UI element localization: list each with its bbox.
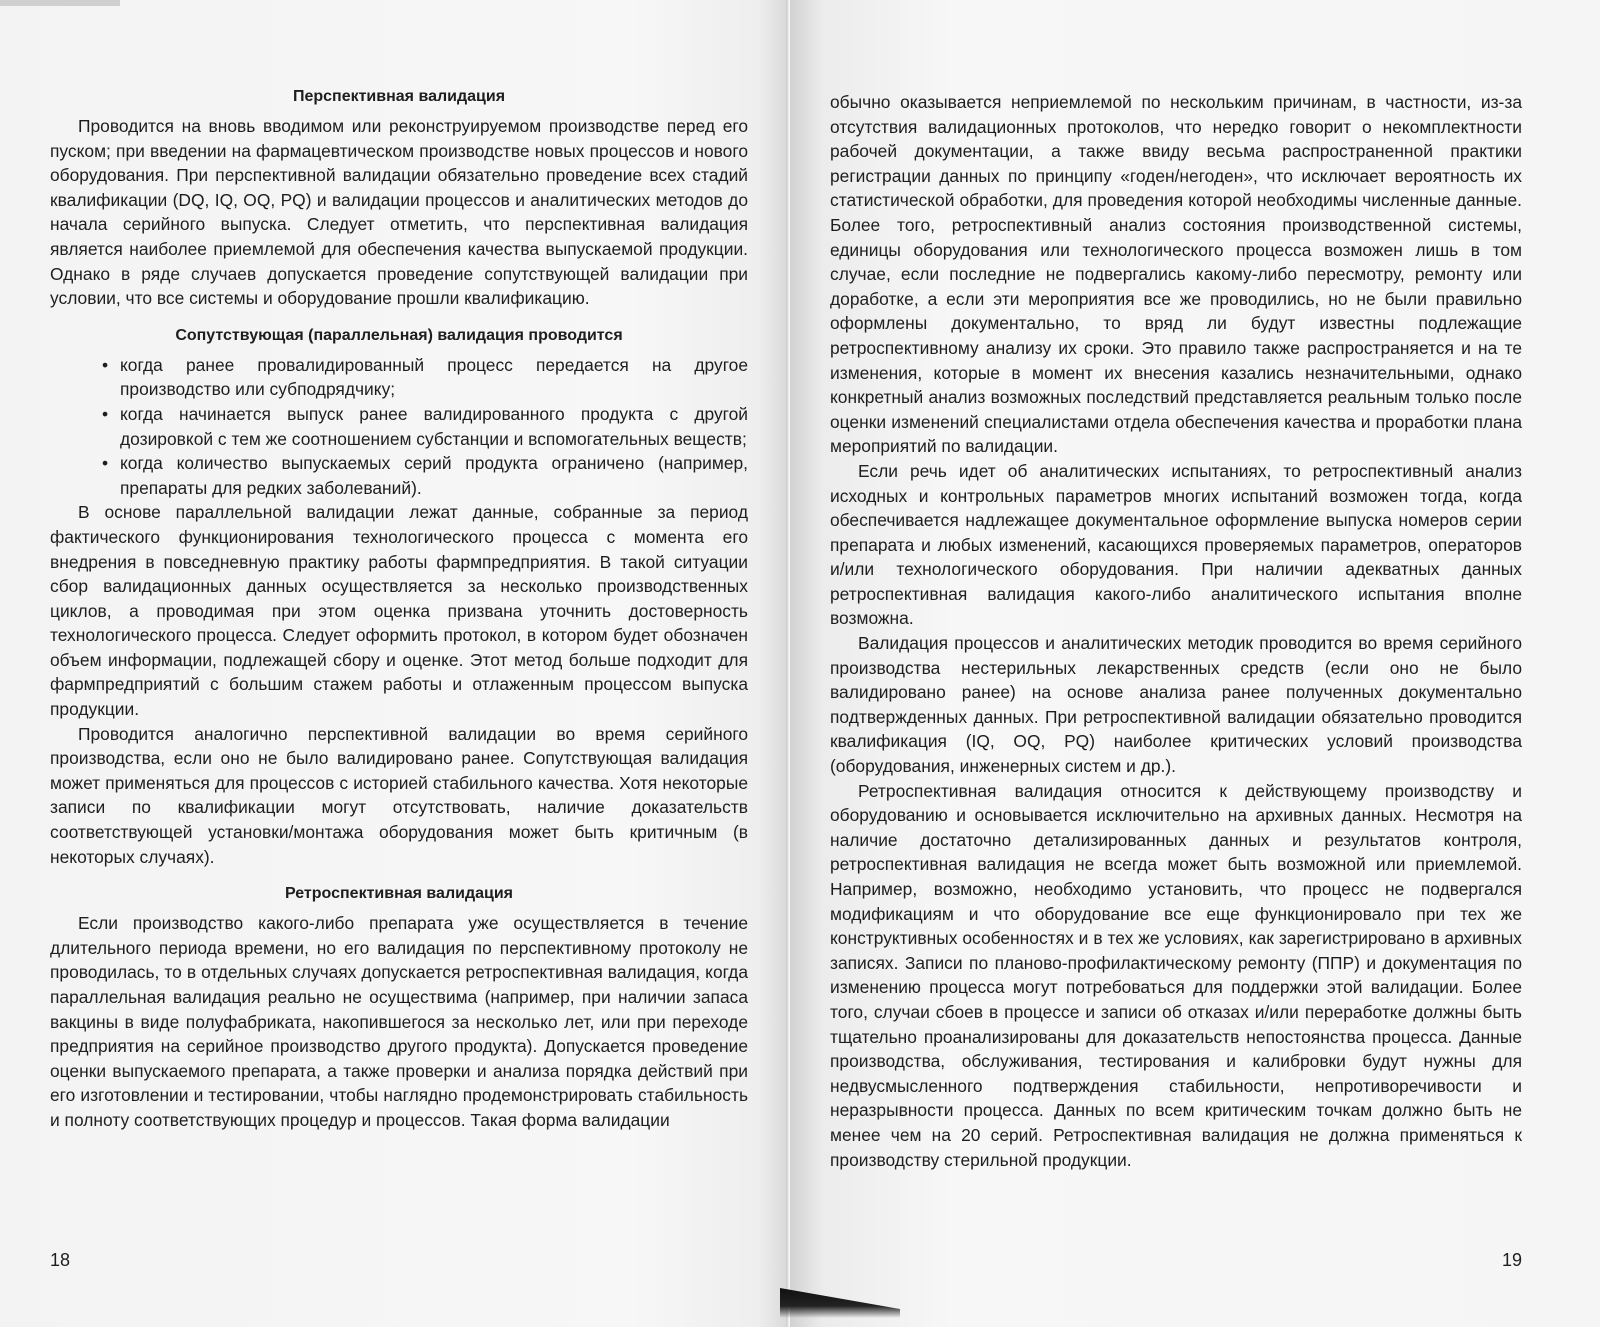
- heading-prospective-validation: Перспективная валидация: [292, 88, 506, 105]
- paragraph: обычно оказывается неприемлемой по нескольким причинам, в частности, из-за отсутствия валидационных протоколов, что нередко говорит о некомплектности рабочей документации, а также ввиду весьма распространенной практики регистрации данных по принципу «годен/негоден», что исключает вероятность их статистической обработки, для проведения которой необходимы численные данные. Более того, ретроспективный анализ состояния производственной системы, единицы оборудования или технологического процесса возможен лишь в том случае, если последние не подвергались какому-либо пересмотру, ремонту или доработке, а если эти мероприятия все же проводились, но не были правильно оформлены документально, то вряд ли будут известны подлежащие ретроспективному анализу их сроки. Это правило также распространяется и на те изменения, которые в момент их внесения казались незначительными, однако конкретный анализ возможных последствий представляется реальным только после оценки изменений специалистами отдела обеспечения качества и проработки плана мероприятий по валидации.: [830, 92, 1522, 457]
- right-page: [790, 0, 1600, 1327]
- bullet-list: [50, 353, 748, 501]
- heading-retrospective-validation: Ретроспективная валидация: [284, 885, 514, 903]
- page-number: 18: [50, 1250, 71, 1270]
- left-page: [0, 0, 790, 1327]
- paragraph: Ретроспективная валидация относится к действующему производству и оборудованию и основывается исключительно на архивных данных. Несмотря на наличие достаточно детализированных данных и результатов контроля, ретроспективная валидация не всегда может быть возможной или приемлемой. Например, возможно, необходимо установить, что процесс не подвергался модификациям и что оборудование все еще функционировало при тех же конструктивных особенностях и в тех же условиях, как зарегистрировано в архивных записях. Записи по планово-профилактическому ремонту (ППР) и документация по изменению процесса могут потребоваться для поддержки этой валидации. Более того, случаи сбоев в процессе и записи об отказах и/или переработке должны быть тщательно проанализированы для доказательств непостоянства процесса. Данные производства, обслуживания, тестирования и калибровки будут нужны для недвусмысленного подтверждения стабильности, непротиворечивости и неразрывности процесса. Данных по всем критическим точкам должно быть не менее чем на 20 серий. Ретроспективная валидация не должна применяться к производству стерильной продукции.: [830, 780, 1522, 1170]
- page-number: 19: [1501, 1250, 1522, 1270]
- list-item: • когда количество выпускаемых серий продукта ограничено (например, препараты для редких заболеваний).: [120, 451, 748, 500]
- paragraph: Если производство какого-либо препарата уже осуществляется в течение длительного периода времени, но его валидация по перспективному протоколу не проводилась, то в отдельных случаях допускается ретроспективная валидация, когда параллельная валидация реально не осуществима (например, при наличии запаса вакцины в виде полуфабриката, накопившегося за несколько лет, или при переходе предприятия на серийное производство другого продукта). Допускается проведение оценки выпускаемого препарата, а также проверки и анализа порядка действий при его изготовлении и тестировании, чтобы наглядно продемонстрировать стабильность и полноту соответствующих процедур и процессов. Такая форма валидации: [50, 913, 748, 1130]
- paragraph: В основе параллельной валидации лежат данные, собранные за период фактического функционирования технологического процесса с момента его внедрения в повседневную практику работы фармпредприятия. В такой ситуации сбор валидационных данных осуществляется за несколько производственных циклов, а проводимая при этом оценка призвана уточнить достоверность технологического процесса. Следует оформить протокол, в котором будет обозначен объем информации, подлежащей сбору и оценке. Этот метод больше подходит для фармпредприятий с большим стажем работы и отлаженным процессом выпуска продукции.: [50, 502, 748, 720]
- top-edge-mark: [0, 0, 120, 6]
- paragraph: Валидация процессов и аналитических методик проводится во время серийного производства нестерильных лекарственных средств (если оно не было валидировано ранее) на основе анализа ранее полученных документально подтвержденных данных. При ретроспективной валидации обязательно проводится квалификация (IQ, OQ, PQ) наиболее критических условий производства (оборудования, инженерных систем и др.).: [830, 633, 1522, 777]
- paragraph: Проводится аналогично перспективной валидации во время серийного производства, если оно не было валидировано ранее. Сопутствующая валидация может применяться для процессов с историей стабильного качества. Хотя некоторые записи по квалификации могут отсутствовать, наличие доказательств соответствующей установки/монтажа оборудования может быть критичным (в некоторых случаях).: [50, 723, 748, 867]
- right-page-text: [830, 90, 1522, 1172]
- list-item: • когда начинается выпуск ранее валидированного продукта с другой дозировкой с тем же соотношением субстанции и вспомогательных веществ;: [120, 402, 748, 451]
- list-item: • когда ранее провалидированный процесс передается на другое производство или субподрядчику;: [120, 353, 748, 402]
- heading-concurrent-validation: Сопутствующая (параллельная) валидация проводится: [175, 326, 623, 344]
- paragraph: Если речь идет об аналитических испытаниях, то ретроспективный анализ исходных и контрольных параметров многих испытаний возможен тогда, когда обеспечивается надлежащее документальное оформление выпуска номеров серии препарата и любых изменений, касающихся проверяемых параметров, операторов и/или технологического оборудования. При наличии адекватных данных ретроспективная валидация какого-либо аналитического испытания вполне возможна.: [830, 460, 1522, 629]
- paragraph: Проводится на вновь вводимом или реконструируемом производстве перед его пуском; при введении на фармацевтическом производстве новых процессов и нового оборудования. При перспективной валидации обязательно проведение всех стадий квалификации (DQ, IQ, OQ, PQ) и валидации процессов и аналитических методов до начала серийного выпуска. Следует отметить, что перспективная валидация является наиболее приемлемой для обеспечения качества выпускаемой продукции. Однако в ряде случаев допускается проведение сопутствующей валидации при условии, что все системы и оборудование прошли квалификацию.: [50, 116, 748, 309]
